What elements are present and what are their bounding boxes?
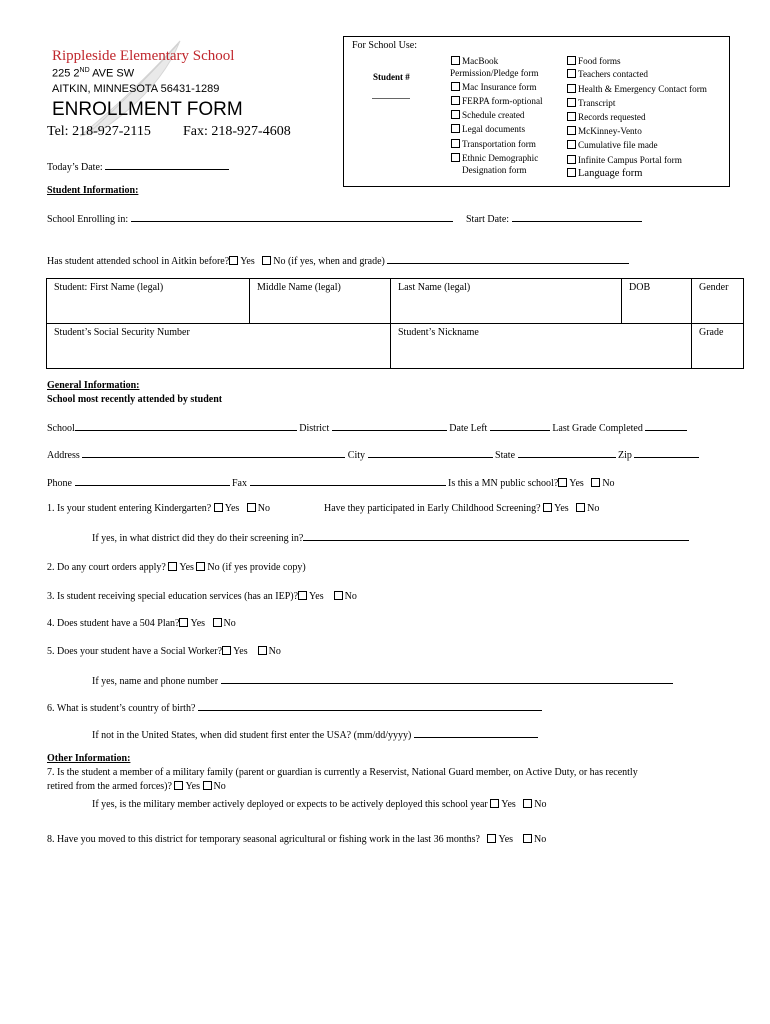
checkbox-icon[interactable] [591, 478, 600, 487]
su-food[interactable]: Food forms [567, 56, 621, 66]
todays-date-field[interactable]: Today’s Date: [47, 160, 229, 173]
checkbox-icon[interactable] [168, 562, 177, 571]
checkbox-icon[interactable] [214, 503, 223, 512]
checkbox-icon[interactable] [567, 98, 576, 107]
checkbox-icon[interactable] [487, 834, 496, 843]
checkbox-icon[interactable] [451, 82, 460, 91]
checkbox-icon[interactable] [298, 591, 307, 600]
checkbox-icon[interactable] [334, 591, 343, 600]
nickname-cell[interactable]: Student’s Nickname [391, 324, 692, 369]
checkbox-icon[interactable] [203, 781, 212, 790]
checkbox-icon[interactable] [567, 155, 576, 164]
checkbox-icon[interactable] [451, 153, 460, 162]
su-mckinney[interactable]: McKinney-Vento [567, 126, 642, 136]
su-language[interactable]: Language form [567, 168, 642, 179]
q8-seasonal-work[interactable]: 8. Have you moved to this district for temporary seasonal agricultural or fishing work in the last 36 months? Yes No [47, 834, 547, 845]
q5-name-phone[interactable]: If yes, name and phone number [92, 674, 673, 687]
school-row[interactable]: School District Date Left Last Grade Completed [47, 421, 687, 434]
checkbox-icon[interactable] [567, 126, 576, 135]
checkbox-icon[interactable] [523, 834, 532, 843]
q1-kindergarten[interactable]: 1. Is your student entering Kindergarten? Yes No [47, 503, 271, 514]
checkbox-icon[interactable] [247, 503, 256, 512]
address-row[interactable]: Address City State Zip [47, 448, 699, 461]
checkbox-icon[interactable] [543, 503, 552, 512]
checkbox-icon[interactable] [222, 646, 231, 655]
q1-screening[interactable]: Have they participated in Early Childhood Screening? Yes No [324, 503, 600, 514]
checkbox-icon[interactable] [451, 139, 460, 148]
q5-social-worker[interactable]: 5. Does your student have a Social Worker? Yes No [47, 646, 281, 657]
q4-504-plan[interactable]: 4. Does student have a 504 Plan? Yes No [47, 618, 236, 629]
phone-row[interactable]: Phone Fax Is this a MN public school? Yes No [47, 478, 615, 489]
student-number-line[interactable] [372, 97, 410, 99]
last-name-cell[interactable]: Last Name (legal) [391, 279, 622, 324]
form-title: ENROLLMENT FORM [52, 99, 243, 120]
su-designation: Designation form [462, 165, 527, 175]
checkbox-icon[interactable] [523, 799, 532, 808]
checkbox-icon[interactable] [174, 781, 183, 790]
su-mac-insurance[interactable]: Mac Insurance form [451, 82, 537, 92]
general-info-heading: General Information: [47, 380, 140, 391]
school-use-title: For School Use: [352, 40, 417, 51]
address-line-2: AITKIN, MINNESOTA 56431-1289 [52, 83, 220, 95]
checkbox-icon[interactable] [179, 618, 188, 627]
checkbox-icon[interactable] [567, 112, 576, 121]
checkbox-icon[interactable] [567, 168, 576, 177]
su-transcript[interactable]: Transcript [567, 98, 615, 108]
q7-military-line1: 7. Is the student a member of a military family (parent or guardian is currently a Reservist, National Guard member, on Active Duty, or has recently [47, 767, 638, 778]
checkbox-icon[interactable] [229, 256, 238, 265]
q6-usa-entry[interactable]: If not in the United States, when did student first enter the USA? (mm/dd/yyyy) [92, 728, 538, 741]
q1-screening-district[interactable]: If yes, in what district did they do their screening in? [92, 531, 689, 544]
su-ferpa[interactable]: FERPA form-optional [451, 96, 543, 106]
su-cumulative[interactable]: Cumulative file made [567, 140, 658, 150]
checkbox-icon[interactable] [258, 646, 267, 655]
su-permission: Permission/Pledge form [450, 68, 539, 78]
address-line-1: 225 2ND AVE SW [52, 67, 135, 80]
student-number-label: Student # [373, 72, 410, 82]
su-teachers[interactable]: Teachers contacted [567, 69, 648, 79]
su-ethnic[interactable]: Ethnic Demographic [451, 153, 538, 163]
q3-special-ed[interactable]: 3. Is student receiving special education services (has an IEP)? Yes No [47, 591, 357, 602]
su-macbook[interactable]: MacBook [451, 56, 498, 66]
first-name-cell[interactable]: Student: First Name (legal) [47, 279, 250, 324]
school-enrolling-field[interactable]: School Enrolling in: [47, 212, 453, 225]
su-transportation[interactable]: Transportation form [451, 139, 536, 149]
middle-name-cell[interactable]: Middle Name (legal) [250, 279, 391, 324]
checkbox-icon[interactable] [576, 503, 585, 512]
checkbox-icon[interactable] [451, 110, 460, 119]
gender-cell[interactable]: Gender [692, 279, 744, 324]
q7-military[interactable]: retired from the armed forces)? Yes No [47, 781, 226, 792]
telephone: Tel: 218-927-2115 [47, 124, 151, 139]
school-name: Rippleside Elementary School [52, 48, 235, 64]
student-name-table [46, 278, 744, 369]
recent-school-subheading: School most recently attended by student [47, 394, 223, 405]
q6-country-birth[interactable]: 6. What is student’s country of birth? [47, 701, 542, 714]
checkbox-icon[interactable] [451, 96, 460, 105]
checkbox-icon[interactable] [196, 562, 205, 571]
checkbox-icon[interactable] [567, 56, 576, 65]
grade-cell[interactable]: Grade [692, 324, 744, 369]
checkbox-icon[interactable] [451, 56, 460, 65]
su-legal[interactable]: Legal documents [451, 124, 525, 134]
student-info-heading: Student Information: [47, 185, 139, 196]
su-infinite[interactable]: Infinite Campus Portal form [567, 155, 682, 165]
checkbox-icon[interactable] [262, 256, 271, 265]
q2-court-orders[interactable]: 2. Do any court orders apply? Yes No (if yes provide copy) [47, 562, 306, 573]
checkbox-icon[interactable] [567, 140, 576, 149]
checkbox-icon[interactable] [213, 618, 222, 627]
checkbox-icon[interactable] [567, 84, 576, 93]
ssn-cell[interactable]: Student’s Social Security Number [47, 324, 391, 369]
su-schedule[interactable]: Schedule created [451, 110, 525, 120]
q7-deployed[interactable]: If yes, is the military member actively deployed or expects to be actively deployed this school year Yes No [92, 799, 547, 810]
checkbox-icon[interactable] [567, 69, 576, 78]
start-date-field[interactable]: Start Date: [466, 212, 642, 225]
checkbox-icon[interactable] [558, 478, 567, 487]
su-records[interactable]: Records requested [567, 112, 646, 122]
other-info-heading: Other Information: [47, 753, 131, 764]
su-health[interactable]: Health & Emergency Contact form [567, 84, 707, 94]
attended-before-row[interactable]: Has student attended school in Aitkin before? Yes No (if yes, when and grade) [47, 254, 629, 267]
dob-cell[interactable]: DOB [622, 279, 692, 324]
fax-number: Fax: 218-927-4608 [183, 124, 291, 139]
checkbox-icon[interactable] [490, 799, 499, 808]
checkbox-icon[interactable] [451, 124, 460, 133]
